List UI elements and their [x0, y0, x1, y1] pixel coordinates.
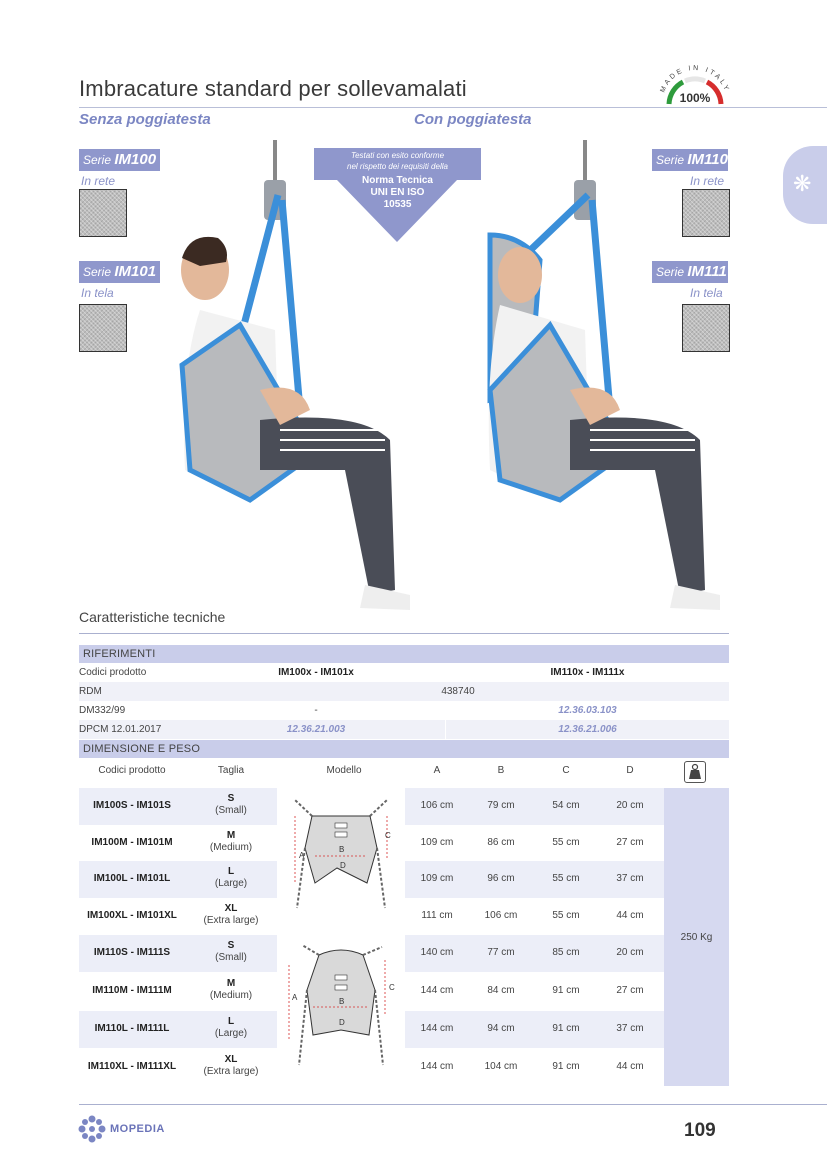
- material-im101: In tela: [81, 286, 114, 300]
- table-row: IM110S - IM111S S (Small) 140 cm 77 cm 85 cm 20 cm: [79, 935, 664, 972]
- col-header-d: D: [626, 765, 634, 776]
- model-diagram-with-headrest: [277, 935, 405, 1086]
- weight-capacity-cell: [664, 788, 729, 1086]
- fabric-swatch-canvas: [79, 304, 127, 352]
- col-header-b: B: [497, 765, 505, 776]
- table-row: IM100L - IM101L L (Large) 109 cm 96 cm 55 cm 37 cm: [79, 861, 664, 898]
- svg-text:D: D: [339, 1018, 345, 1027]
- col-header-c: C: [562, 765, 570, 776]
- table-head-riferimenti: RIFERIMENTI: [79, 645, 729, 663]
- table-row: IM110M - IM111M M (Medium) 144 cm 84 cm 91 cm 27 cm: [92, 978, 644, 1001]
- section-divider: [79, 633, 729, 634]
- col-header-modello: Modello: [326, 765, 362, 776]
- col-header-taglia: Taglia: [217, 765, 245, 776]
- ref-row-dm332: DM332/99 - 12.36.03.103: [79, 701, 729, 720]
- table-row: IM110XL - IM111XL XL (Extra large) 144 cm 104 cm 91 cm 44 cm: [87, 1054, 644, 1077]
- ref-row-dpcm: DPCM 12.01.2017 12.36.21.003 12.36.21.006: [79, 720, 729, 739]
- svg-text:A: A: [299, 851, 305, 860]
- col-header-codici: Codici prodotto: [98, 765, 166, 776]
- col-header-a: A: [433, 765, 441, 776]
- svg-text:C: C: [385, 831, 391, 840]
- material-im110: In rete: [690, 174, 725, 188]
- svg-text:B: B: [339, 997, 345, 1006]
- svg-text:D: D: [340, 861, 346, 870]
- serie-label-im111: Serie IM111: [652, 261, 728, 283]
- page-title: Imbracature standard per sollevamalati: [79, 76, 467, 101]
- fabric-swatch-mesh: [79, 189, 127, 237]
- section-title-tech: Caratteristiche tecniche: [79, 609, 226, 625]
- svg-text:B: B: [339, 845, 345, 854]
- asterisk-icon: ❋: [793, 172, 812, 197]
- photo-sling-with-headrest: [460, 140, 730, 620]
- svg-text:100%: 100%: [679, 91, 711, 105]
- table-head-dimensioni: DIMENSIONE E PESO: [79, 740, 729, 758]
- model-diagram-without-headrest: [277, 788, 405, 935]
- footer-divider: [79, 1104, 827, 1105]
- svg-text:MADE IN ITALY: MADE IN ITALY: [659, 64, 731, 94]
- table-row: IM100XL - IM101XL XL (Extra large) 111 cm 106 cm 55 cm 44 cm: [87, 903, 644, 926]
- norm-callout: Testati con esito conforme nel rispetto dei requisiti della Norma Tecnica UNI EN ISO 10535: [314, 148, 481, 242]
- page-number: 109: [684, 1120, 716, 1141]
- svg-text:A: A: [292, 993, 298, 1002]
- ref-row-codici: Codici prodotto IM100x - IM101x IM110x - IM111x: [79, 663, 729, 682]
- table-row: IM100S - IM101S S (Small) 106 cm 79 cm 54 cm 20 cm: [79, 788, 664, 825]
- made-in-italy-badge: [655, 60, 735, 108]
- table-row: IM110L - IM111L L (Large) 144 cm 94 cm 91 cm 37 cm: [79, 1011, 664, 1048]
- material-im111: In tela: [690, 286, 723, 300]
- svg-text:C: C: [389, 983, 395, 992]
- material-im100: In rete: [81, 174, 116, 188]
- subtitle-senza-poggiatesta: Senza poggiatesta: [79, 111, 211, 128]
- weight-capacity-icon: [684, 761, 706, 783]
- serie-label-im100: Serie IM100: [79, 149, 160, 171]
- table-row: IM100M - IM101M M (Medium) 109 cm 86 cm 55 cm 27 cm: [91, 830, 644, 853]
- ref-row-rdm: RDM 438740: [79, 682, 729, 701]
- section-tab[interactable]: [783, 146, 827, 224]
- mopedia-logo-icon: [77, 1114, 107, 1144]
- serie-label-im110: Serie IM110: [652, 149, 728, 171]
- serie-label-im101: Serie IM101: [79, 261, 160, 283]
- subtitle-con-poggiatesta: Con poggiatesta: [414, 111, 532, 128]
- photo-sling-without-headrest: [160, 140, 420, 620]
- brand-name: MOPEDIA: [110, 1123, 165, 1135]
- weight-capacity-value: 250 Kg: [680, 932, 713, 943]
